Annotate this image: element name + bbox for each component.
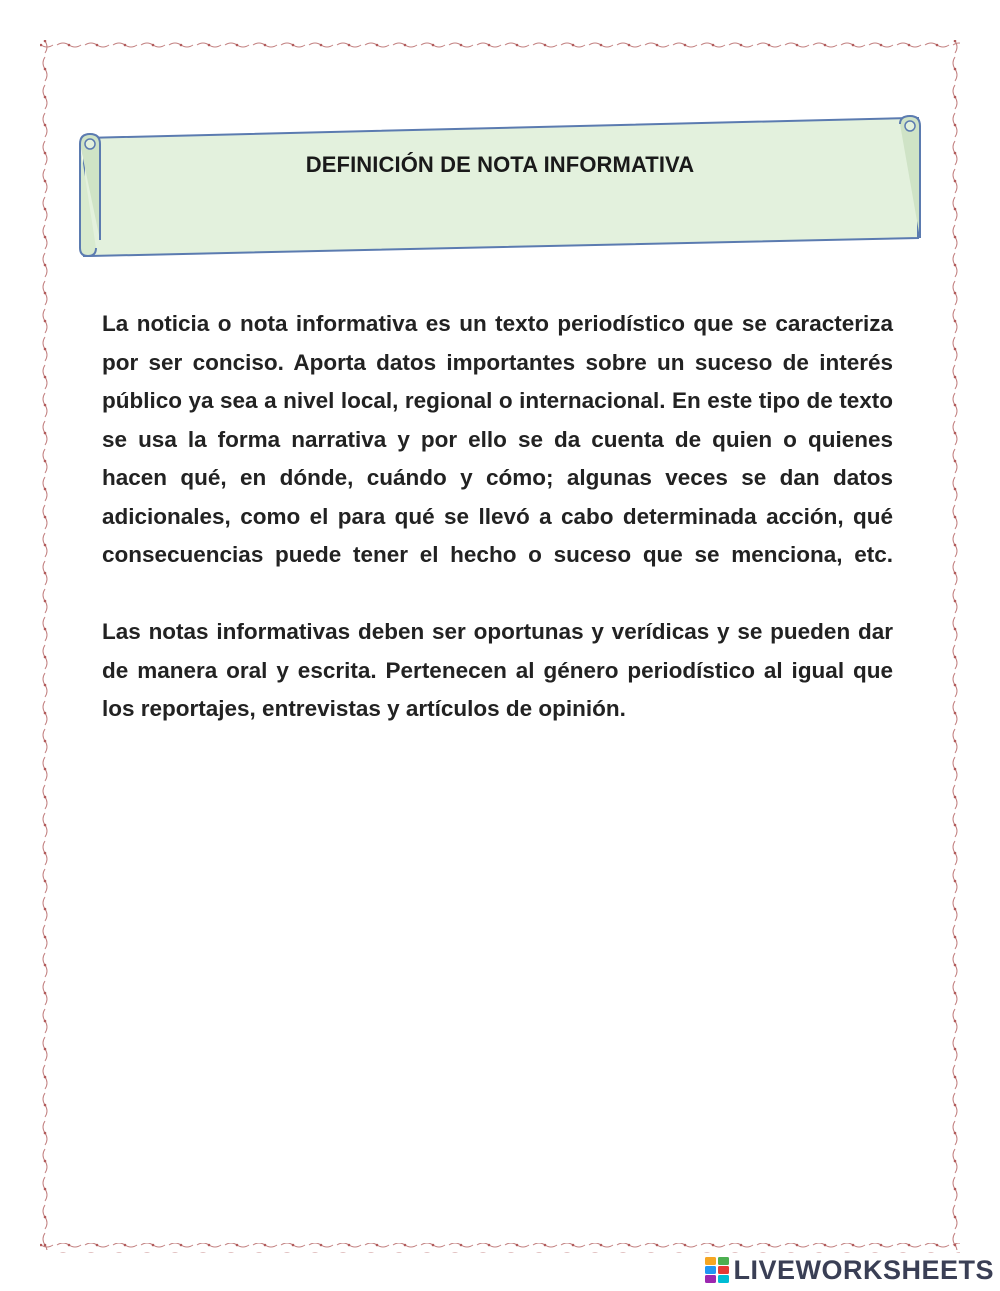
body-text [102, 305, 893, 729]
banner-title: DEFINICIÓN DE NOTA INFORMATIVA [305, 152, 695, 177]
liveworksheets-icon [705, 1257, 729, 1283]
paragraph-characteristics: Las notas informativas deben ser oportunas y verídicas y se pueden dar de manera oral y escrita. Pertenecen al género periodístico al igual que los reportajes, entrevistas y artículos de opinión. [102, 619, 893, 721]
liveworksheets-text: LIVEWORKSHEETS [733, 1255, 994, 1285]
paragraph-spacer [102, 575, 893, 614]
scroll-banner [74, 114, 924, 260]
paragraph-definition: La noticia o nota informativa es un texto periodístico que se caracteriza por ser conciso. Aporta datos importantes sobre un suceso de interés público ya sea a nivel local, regional o internacional. En este tipo de texto se usa la forma narrativa y por ello se da cuenta de quien o quienes hacen qué, en dónde, cuándo y cómo; algunas veces se dan datos adicionales, como el para qué se llevó a cabo determinada acción, qué consecuencias puede tener el hecho o suceso que se menciona, etc. [102, 311, 893, 567]
liveworksheets-logo[interactable] [705, 1253, 994, 1287]
